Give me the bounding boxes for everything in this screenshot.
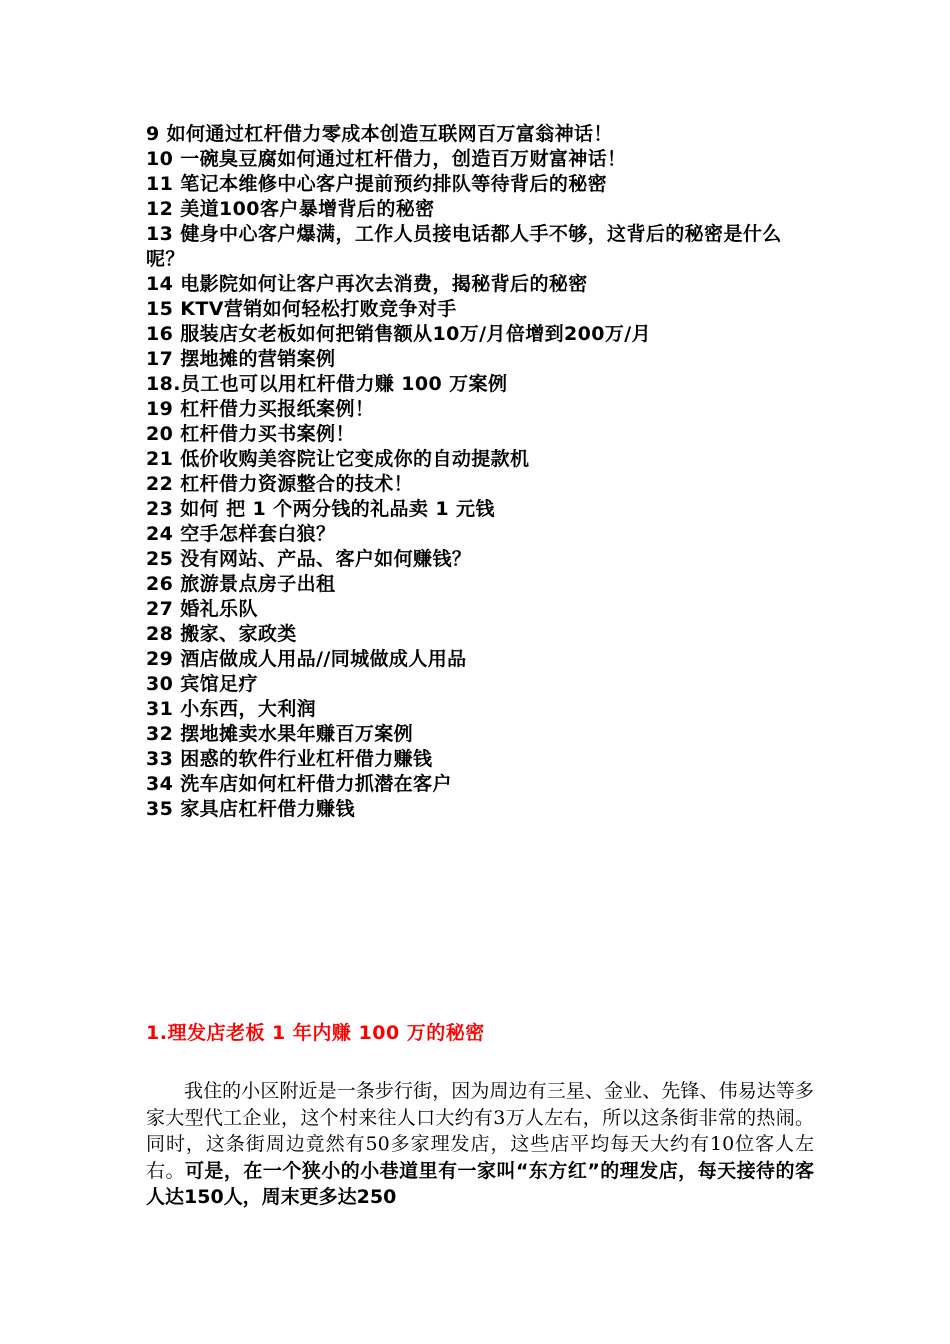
toc-item: 27 婚礼乐队 — [146, 598, 258, 620]
toc-item: 14 电影院如何让客户再次去消费，揭秘背后的秘密 — [146, 273, 588, 295]
toc-item: 29 酒店做成人用品//同城做成人用品 — [146, 648, 467, 670]
toc-item: 33 困惑的软件行业杠杆借力赚钱 — [146, 748, 433, 770]
toc-item: 21 低价收购美容院让它变成你的自动提款机 — [146, 448, 530, 470]
toc-item: 23 如何 把 1 个两分钱的礼品卖 1 元钱 — [146, 498, 495, 520]
paragraph-text: 我住的小区附近是一条步行街，因为周边有三星、金业、先锋、伟易达等多家大型代工企业，这个村来往人口大约有3万人左右，所以这条街非常的热闹。同时，这条街周边竟然有50多家理发店，这些店平均每天大约有10位客人左右。 — [146, 1080, 814, 1182]
toc-item: 32 摆地摊卖水果年赚百万案例 — [146, 723, 414, 745]
toc-item: 17 摆地摊的营销案例 — [146, 348, 336, 370]
table-of-contents — [146, 122, 818, 822]
toc-item: 34 洗车店如何杠杆借力抓潜在客户 — [146, 773, 452, 795]
toc-item: 13 健身中心客户爆满，工作人员接电话都人手不够，这背后的秘密是什么呢？ — [146, 223, 782, 270]
toc-item: 11 笔记本维修中心客户提前预约排队等待背后的秘密 — [146, 173, 608, 195]
toc-item: 12 美道100客户暴增背后的秘密 — [146, 198, 435, 220]
toc-item: 25 没有网站、产品、客户如何赚钱？ — [146, 548, 472, 570]
toc-item: 19 杠杆借力买报纸案例！ — [146, 398, 375, 420]
toc-item: 26 旅游景点房子出租 — [146, 573, 336, 595]
toc-item: 31 小东西，大利润 — [146, 698, 317, 720]
toc-item: 18.员工也可以用杠杆借力赚 100 万案例 — [146, 373, 508, 395]
body-paragraph — [146, 1078, 814, 1211]
toc-item: 10 一碗臭豆腐如何通过杠杆借力，创造百万财富神话！ — [146, 148, 627, 170]
section-heading: 1.理发店老板 1 年内赚 100 万的秘密 — [146, 1022, 485, 1044]
toc-item: 20 杠杆借力买书案例！ — [146, 423, 355, 445]
toc-item: 24 空手怎样套白狼？ — [146, 523, 336, 545]
toc-item: 35 家具店杠杆借力赚钱 — [146, 798, 355, 820]
toc-item: 16 服装店女老板如何把销售额从10万/月倍增到200万/月 — [146, 323, 652, 345]
toc-item: 22 杠杆借力资源整合的技术！ — [146, 473, 414, 495]
paragraph-emphasis: 可是，在一个狭小的小巷道里有一家叫“东方红”的理发店，每天接待的客人达150人，周末更多达250 — [146, 1159, 814, 1208]
toc-item: 30 宾馆足疗 — [146, 673, 258, 695]
toc-item: 9 如何通过杠杆借力零成本创造互联网百万富翁神话！ — [146, 123, 613, 145]
toc-item: 28 搬家、家政类 — [146, 623, 297, 645]
toc-item: 15 KTV营销如何轻松打败竞争对手 — [146, 298, 457, 320]
